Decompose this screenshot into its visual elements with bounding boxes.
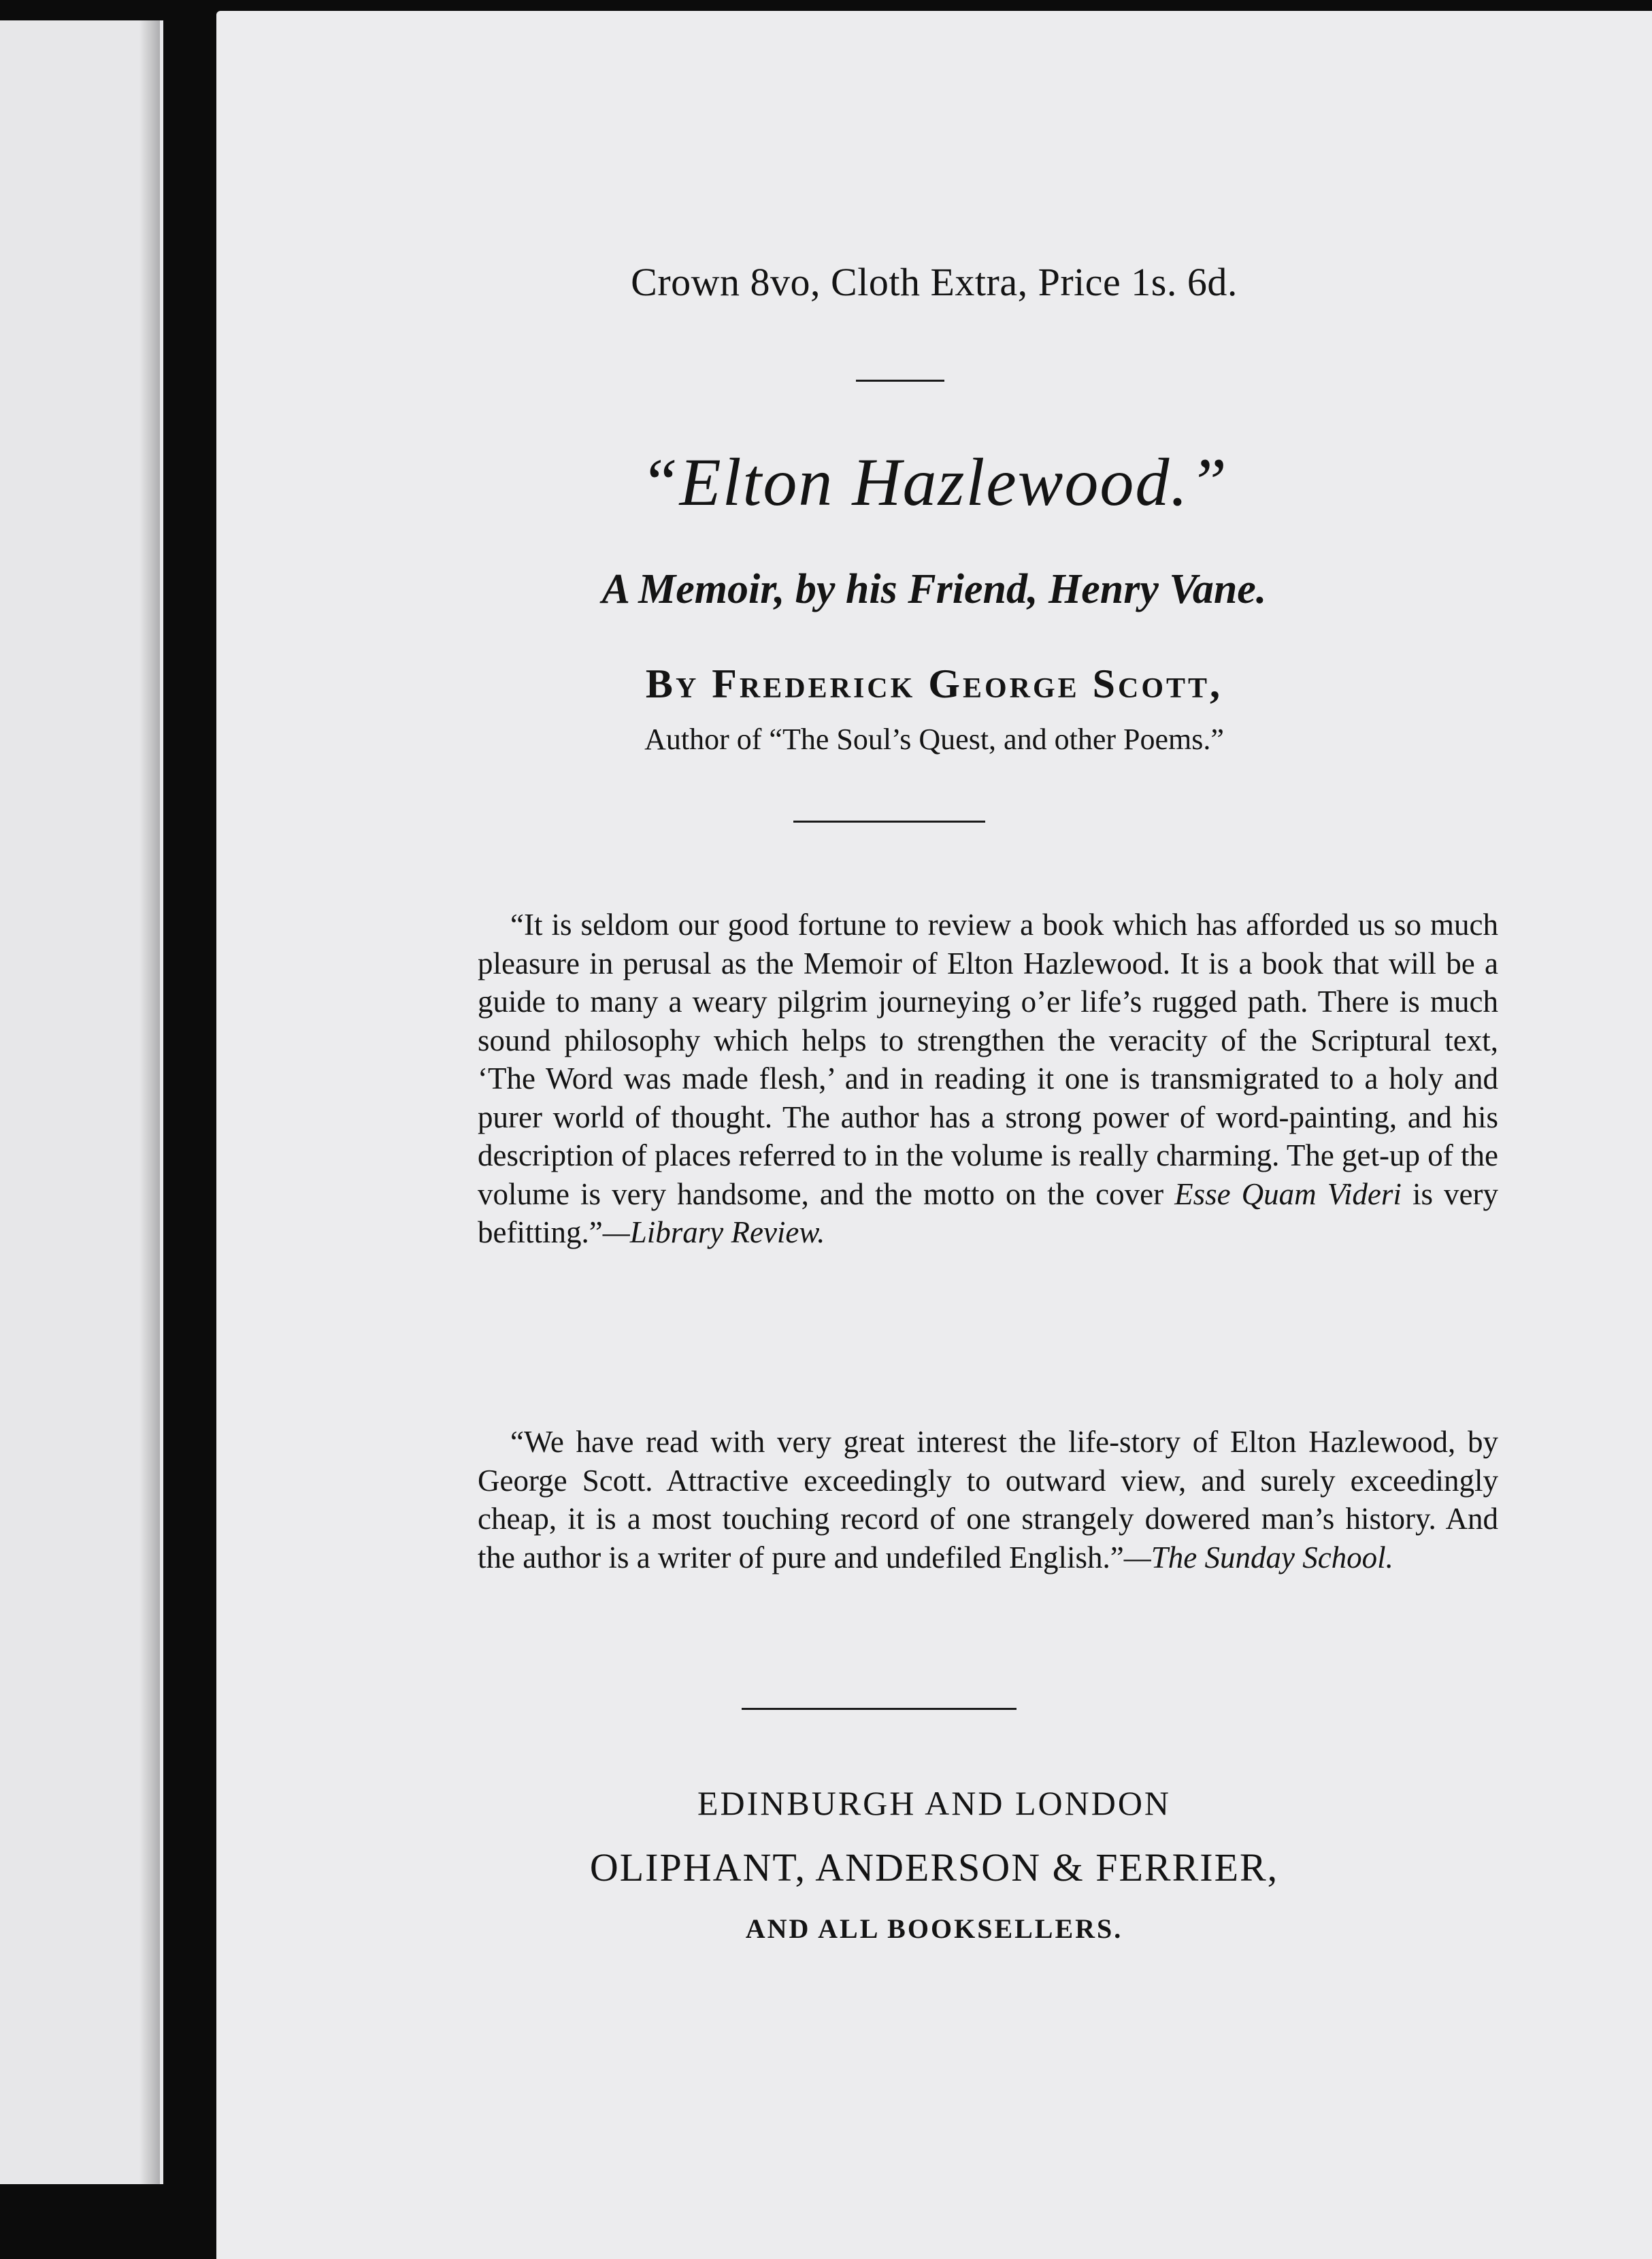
review-sunday-school (478, 1423, 1498, 1577)
review-text: “We have read with very great interest the life-story of Elton Hazlewood, by George Scott. Attractive exceedingly to outward view, and surely exceedingly cheap, it is a most touching record of one strangely dowered man’s history. And the author is a writer of pure and undefiled English.” (478, 1425, 1498, 1574)
imprint-place: EDINBURGH AND LONDON (697, 1784, 1172, 1822)
imprint-sellers: AND ALL BOOKSELLERS. (745, 1913, 1123, 1944)
facing-page (0, 20, 163, 2184)
review-source: —Library Review. (602, 1215, 825, 1249)
review-motto: Esse Quam Videri (1174, 1176, 1402, 1211)
review-library-review (478, 906, 1498, 1252)
review-source: —The Sunday School. (1123, 1540, 1393, 1574)
document-page (216, 11, 1652, 2259)
divider-rule-bottom (742, 1708, 1017, 1710)
divider-rule-top (856, 380, 944, 382)
imprint-publisher: OLIPHANT, ANDERSON & FERRIER, (589, 1845, 1279, 1890)
review-text-end: is very befitting.” (478, 1176, 1498, 1249)
price-line: Crown 8vo, Cloth Extra, Price 1s. 6d. (631, 260, 1238, 304)
facing-page-gutter-shadow (139, 20, 160, 2184)
author-credit: Author of “The Soul’s Quest, and other Poems.” (644, 723, 1224, 756)
review-text: “It is seldom our good fortune to review a book which has afforded us so much pleasure in perusal as the Memoir of Elton Hazlewood. It is a book that will be a guide to many a weary pilgrim journeying o’er life’s rugged path. There is much sound philosophy which helps to strengthen the veracity of the Scriptural text, ‘The Word was made flesh,’ and in reading it one is transmigrated to a holy and purer world of thought. The author has a strong power of word-painting, and his description of places referred to in the volume is really charming. The get-up of the volume is very handsome, and the motto on the cover (478, 908, 1498, 1211)
author-line: By Frederick George Scott, (645, 661, 1223, 706)
book-subtitle: A Memoir, by his Friend, Henry Vane. (601, 566, 1267, 612)
book-title: “Elton Hazlewood.” (640, 444, 1228, 520)
divider-rule-middle (793, 821, 985, 823)
